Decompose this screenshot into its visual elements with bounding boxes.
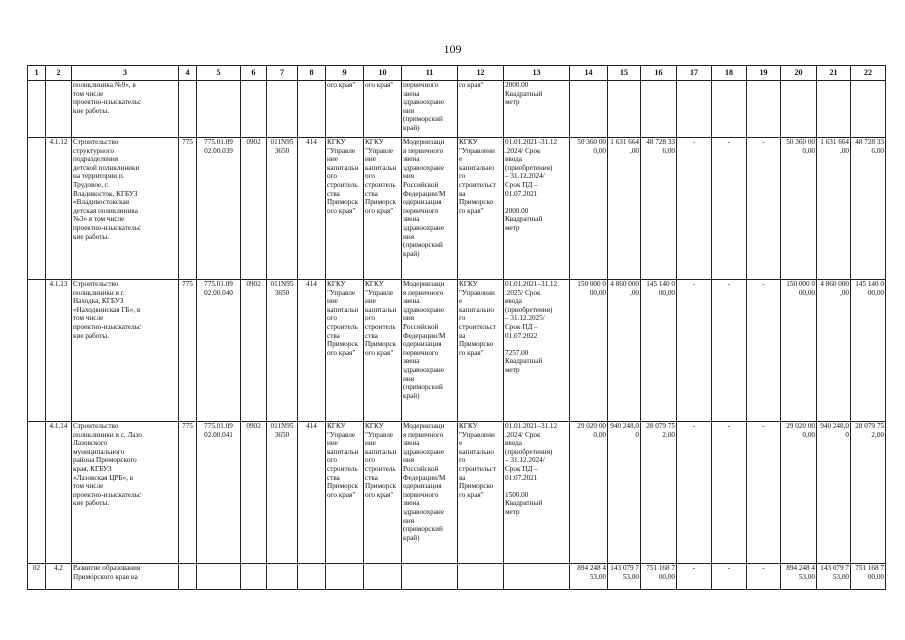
table-cell-col-17 [677, 422, 712, 564]
table-cell-col-9 [326, 280, 364, 422]
table-cell-col-7 [267, 81, 298, 138]
cell-text: Строительство структурного подразделения детской поликлиники на территории п. Трудовое, г. Владивосток, КГБУЗ «Владивостокская детская поликлиника №3» в том числе проектно-изыскательс кие работы. [73, 138, 142, 241]
table-cell-col-12 [458, 564, 504, 590]
table-cell-col-21 [817, 422, 851, 564]
cell-text: 50 360 00 0,00 [577, 138, 606, 155]
table-cell-col-5 [197, 81, 241, 138]
table-cell-col-10 [364, 81, 402, 138]
table-cell-col-12 [458, 280, 504, 422]
cell-text: - [692, 422, 696, 430]
table-cell-col-7 [267, 138, 298, 280]
table-cell-col-15 [608, 81, 641, 138]
cell-text: КГКУ "Управлени е капитально го строительст ва Приморско го края" [459, 280, 496, 357]
table-cell-col-13 [504, 138, 570, 280]
column-header-13: 13 [504, 66, 570, 81]
cell-text: КГКУ "Управле ние капитальн ого строитель ства Приморск ого края" [365, 280, 397, 357]
cell-text: 48 728 33 6,00 [646, 138, 675, 155]
cell-text: первичного звена здравоохране ния (приморский край) [403, 81, 444, 132]
column-header-6: 6 [241, 66, 267, 81]
cell-text: - [762, 138, 765, 146]
table-cell-col-22 [851, 81, 886, 138]
cell-text: 894 248 4 53,00 [577, 564, 606, 581]
cell-text: - [762, 564, 765, 572]
table-cell-col-13 [504, 280, 570, 422]
cell-text: 414 [306, 280, 317, 288]
table-row [28, 81, 886, 138]
table-cell-col-11 [402, 422, 458, 564]
table-cell-col-8 [298, 422, 326, 564]
table-cell-col-16 [641, 138, 677, 280]
table-cell-col-15 [608, 422, 641, 564]
column-header-1: 1 [28, 66, 46, 81]
column-header-7: 7 [267, 66, 298, 81]
column-header-3: 3 [72, 66, 179, 81]
cell-text: 894 248 4 53,00 [786, 564, 815, 581]
table-cell-col-17 [677, 81, 712, 138]
table-cell-col-6 [241, 81, 267, 138]
cell-text: 143 079 7 53,00 [820, 564, 849, 581]
table-cell-col-11 [402, 280, 458, 422]
table-cell-col-14 [570, 280, 608, 422]
table-cell-col-18 [712, 138, 747, 280]
cell-text: 1 631 664 ,00 [610, 138, 639, 155]
cell-text: КГКУ "Управле ние капитальн ого строитель ства Приморск ого края" [327, 138, 359, 215]
table-cell-col-14 [570, 564, 608, 590]
table-cell-col-12 [458, 81, 504, 138]
table-cell-col-5 [197, 280, 241, 422]
table-cell-col-2 [46, 564, 72, 590]
table-cell-col-15 [608, 280, 641, 422]
cell-text: 940 248,0 0 [610, 422, 639, 439]
table-cell-col-3 [72, 280, 179, 422]
cell-text: - [692, 564, 696, 572]
column-header-18: 18 [712, 66, 747, 81]
table-cell-col-10 [364, 138, 402, 280]
table-cell-col-4 [179, 564, 197, 590]
table-cell-col-8 [298, 564, 326, 590]
table-cell-col-9 [326, 564, 364, 590]
table-row [28, 138, 886, 280]
cell-text: Модернизаци я первичного звена здравоохране ния Российской Федерации/М одернизация первичного звена здравоохране ния (приморский край) [403, 422, 446, 542]
cell-text: 2000.00 Квадратный метр [505, 81, 543, 107]
table-cell-col-15 [608, 564, 641, 590]
table-cell-col-4 [179, 280, 197, 422]
cell-text: 4.1.12 [49, 138, 68, 146]
table-cell-col-4 [179, 81, 197, 138]
table-cell-col-20 [781, 81, 817, 138]
table-cell-col-15 [608, 138, 641, 280]
cell-text: Строительство поликлиники в г. Находка, КГБУЗ «Находкинская ГБ», в том числе проектно-изыскательс кие работы. [73, 280, 142, 340]
table-cell-col-2 [46, 280, 72, 422]
table-cell-col-11 [402, 81, 458, 138]
table-cell-col-14 [570, 138, 608, 280]
cell-text: - [762, 280, 765, 288]
cell-text: ого края" [327, 81, 356, 89]
cell-text: 29 020 00 0,00 [577, 422, 606, 439]
table-cell-col-2 [46, 422, 72, 564]
cell-text: - [727, 422, 731, 430]
table-cell-col-7 [267, 280, 298, 422]
table-cell-col-21 [817, 280, 851, 422]
cell-text: 414 [306, 422, 317, 430]
table-cell-col-21 [817, 81, 851, 138]
table-cell-col-8 [298, 280, 326, 422]
cell-text: КГКУ "Управле ние капитальн ого строитель ства Приморск ого края" [327, 280, 359, 357]
cell-text: 775 [182, 422, 193, 430]
table-cell-col-20 [781, 422, 817, 564]
cell-text: КГКУ "Управле ние капитальн ого строитель ства Приморск ого края" [365, 138, 397, 215]
table-cell-col-9 [326, 81, 364, 138]
cell-text: 01.01.2021–31.12 .2025/ Срок ввода (приобретения) – 31.12.2025/ Срок ПД – 01.07.2022 7257.00 Квадратный метр [505, 280, 558, 374]
table-row [28, 280, 886, 422]
column-header-12: 12 [458, 66, 504, 81]
table-cell-col-13 [504, 422, 570, 564]
table-cell-col-17 [677, 564, 712, 590]
table-cell-col-7 [267, 564, 298, 590]
table-cell-col-13 [504, 81, 570, 138]
table-cell-col-9 [326, 138, 364, 280]
table-cell-col-2 [46, 81, 72, 138]
cell-text: 50 360 00 0,00 [786, 138, 815, 155]
table-cell-col-1 [28, 280, 46, 422]
table-cell-col-1 [28, 564, 46, 590]
cell-text: - [762, 422, 765, 430]
table-cell-col-19 [747, 422, 781, 564]
table-cell-col-8 [298, 81, 326, 138]
cell-text: 751 168 7 00,00 [646, 564, 675, 581]
column-header-11: 11 [402, 66, 458, 81]
table-cell-col-1 [28, 81, 46, 138]
cell-text: 28 079 75 2,00 [855, 422, 884, 439]
cell-text: 4.1.13 [49, 280, 68, 288]
cell-text: КГКУ "Управлени е капитально го строительст ва Приморско го края" [459, 422, 496, 499]
page-number: 109 [443, 42, 462, 56]
table-cell-col-12 [458, 138, 504, 280]
cell-text: КГКУ "Управле ние капитальн ого строитель ства Приморск ого края" [365, 422, 397, 499]
column-header-15: 15 [608, 66, 641, 81]
cell-text: 29 020 00 0,00 [786, 422, 815, 439]
cell-text: 011N95 3650 [270, 422, 294, 439]
table-cell-col-16 [641, 280, 677, 422]
table-cell-col-3 [72, 564, 179, 590]
table-cell-col-4 [179, 422, 197, 564]
table-cell-col-16 [641, 81, 677, 138]
table-cell-col-22 [851, 138, 886, 280]
cell-text: 150 000 0 00,00 [577, 280, 606, 297]
cell-text: 01.01.2021–31.12 .2024/ Срок ввода (приобретения) – 31.12.2024/ Срок ПД – 01.07.2021 1500.00 Квадратный метр [505, 422, 558, 516]
table-cell-col-6 [241, 138, 267, 280]
table-cell-col-20 [781, 280, 817, 422]
cell-text: 145 140 0 00,00 [646, 280, 675, 297]
cell-text: 0902 [246, 422, 261, 430]
table-cell-col-10 [364, 564, 402, 590]
cell-text: 28 079 75 2,00 [646, 422, 675, 439]
table-cell-col-19 [747, 564, 781, 590]
cell-text: 143 079 7 53,00 [610, 564, 639, 581]
table-cell-col-14 [570, 422, 608, 564]
cell-text: 02 [32, 564, 41, 572]
table-cell-col-3 [72, 422, 179, 564]
cell-text: 0902 [246, 280, 261, 288]
cell-text: 751 168 7 00,00 [855, 564, 884, 581]
table-cell-col-14 [570, 81, 608, 138]
table-cell-col-1 [28, 138, 46, 280]
cell-text: 011N95 3650 [270, 280, 294, 297]
cell-text: 0902 [246, 138, 261, 146]
column-header-10: 10 [364, 66, 402, 81]
table-cell-col-19 [747, 138, 781, 280]
cell-text: Модернизаци я первичного звена здравоохране ния Российской Федерации/М одернизация первичного звена здравоохране ния (приморский край) [403, 280, 446, 400]
table-row [28, 564, 886, 590]
table-cell-col-17 [677, 280, 712, 422]
cell-text: - [727, 138, 731, 146]
cell-text: - [727, 280, 731, 288]
cell-text: 4 860 000 ,00 [820, 280, 849, 297]
column-header-19: 19 [747, 66, 781, 81]
table-cell-col-20 [781, 138, 817, 280]
cell-text: Развитие образования Приморского края на [73, 564, 141, 581]
cell-text: 775.01.09 02.00.041 [204, 422, 233, 439]
cell-text: ого края" [365, 81, 394, 89]
cell-text: 48 728 33 6,00 [855, 138, 884, 155]
cell-text: 414 [306, 138, 317, 146]
column-header-17: 17 [677, 66, 712, 81]
cell-text: 4.1.14 [49, 422, 68, 430]
cell-text: 150 000 0 00,00 [786, 280, 815, 297]
table-cell-col-12 [458, 422, 504, 564]
column-header-9: 9 [326, 66, 364, 81]
cell-text: 775 [182, 138, 193, 146]
table-cell-col-16 [641, 564, 677, 590]
table-cell-col-20 [781, 564, 817, 590]
column-header-21: 21 [817, 66, 851, 81]
cell-text: - [692, 280, 696, 288]
table-cell-col-19 [747, 81, 781, 138]
cell-text: 145 140 0 00,00 [855, 280, 884, 297]
table-row [28, 422, 886, 564]
table-cell-col-6 [241, 564, 267, 590]
cell-text: - [727, 564, 731, 572]
table-cell-col-6 [241, 422, 267, 564]
table-cell-col-22 [851, 280, 886, 422]
table-cell-col-7 [267, 422, 298, 564]
table-cell-col-5 [197, 138, 241, 280]
column-header-2: 2 [46, 66, 72, 81]
table-cell-col-9 [326, 422, 364, 564]
table-cell-col-21 [817, 138, 851, 280]
cell-text: - [692, 138, 696, 146]
cell-text: 940 248,0 0 [820, 422, 849, 439]
cell-text: КГКУ "Управле ние капитальн ого строитель ства Приморск ого края" [327, 422, 359, 499]
column-header-20: 20 [781, 66, 817, 81]
table-cell-col-21 [817, 564, 851, 590]
column-header-16: 16 [641, 66, 677, 81]
table-cell-col-3 [72, 81, 179, 138]
budget-table [27, 65, 886, 590]
cell-text: КГКУ "Управлени е капитально го строительст ва Приморско го края" [459, 138, 496, 215]
table-cell-col-10 [364, 280, 402, 422]
cell-text: 775 [182, 280, 193, 288]
table-cell-col-22 [851, 564, 886, 590]
table-cell-col-1 [28, 422, 46, 564]
table-cell-col-17 [677, 138, 712, 280]
table-cell-col-4 [179, 138, 197, 280]
table-cell-col-18 [712, 280, 747, 422]
column-header-8: 8 [298, 66, 326, 81]
table-cell-col-5 [197, 422, 241, 564]
table-cell-col-22 [851, 422, 886, 564]
column-header-22: 22 [851, 66, 886, 81]
table-cell-col-13 [504, 564, 570, 590]
cell-text: 01.01.2021–31.12 .2024/ Срок ввода (приобретения) – 31.12.2024/ Срок ПД – 01.07.2021 2000.00 Квадратный метр [505, 138, 558, 232]
table-cell-col-11 [402, 138, 458, 280]
table-cell-col-16 [641, 422, 677, 564]
cell-text: 1 631 664 ,00 [820, 138, 849, 155]
table-cell-col-19 [747, 280, 781, 422]
cell-text: го края" [459, 81, 484, 89]
table-cell-col-11 [402, 564, 458, 590]
cell-text: 775.01.09 02.00.040 [204, 280, 233, 297]
table-cell-col-18 [712, 422, 747, 564]
column-header-5: 5 [197, 66, 241, 81]
table-cell-col-3 [72, 138, 179, 280]
table-cell-col-5 [197, 564, 241, 590]
column-header-4: 4 [179, 66, 197, 81]
table-cell-col-18 [712, 81, 747, 138]
cell-text: Модернизаци я первичного звена здравоохране ния Российской Федерации/М одернизация первичного звена здравоохране ния (приморский край) [403, 138, 446, 258]
table-cell-col-18 [712, 564, 747, 590]
table-cell-col-6 [241, 280, 267, 422]
cell-text: Строительство поликлиники в с. Лазо Лазовского муниципального района Приморского края, КГБУЗ «Лазовская ЦРБ», в том числе проектно-изыскательс кие работы. [73, 422, 142, 508]
cell-text: поликлиника №9», в том числе проектно-изыскательс кие работы. [73, 81, 142, 115]
table-cell-col-2 [46, 138, 72, 280]
cell-text: 775.01.09 02.00.039 [204, 138, 233, 155]
cell-text: 011N95 3650 [270, 138, 294, 155]
column-header-14: 14 [570, 66, 608, 81]
table-cell-col-8 [298, 138, 326, 280]
cell-text: 4.2 [54, 564, 63, 572]
cell-text: 4 860 000 ,00 [610, 280, 639, 297]
header-row [28, 66, 886, 81]
table-cell-col-10 [364, 422, 402, 564]
